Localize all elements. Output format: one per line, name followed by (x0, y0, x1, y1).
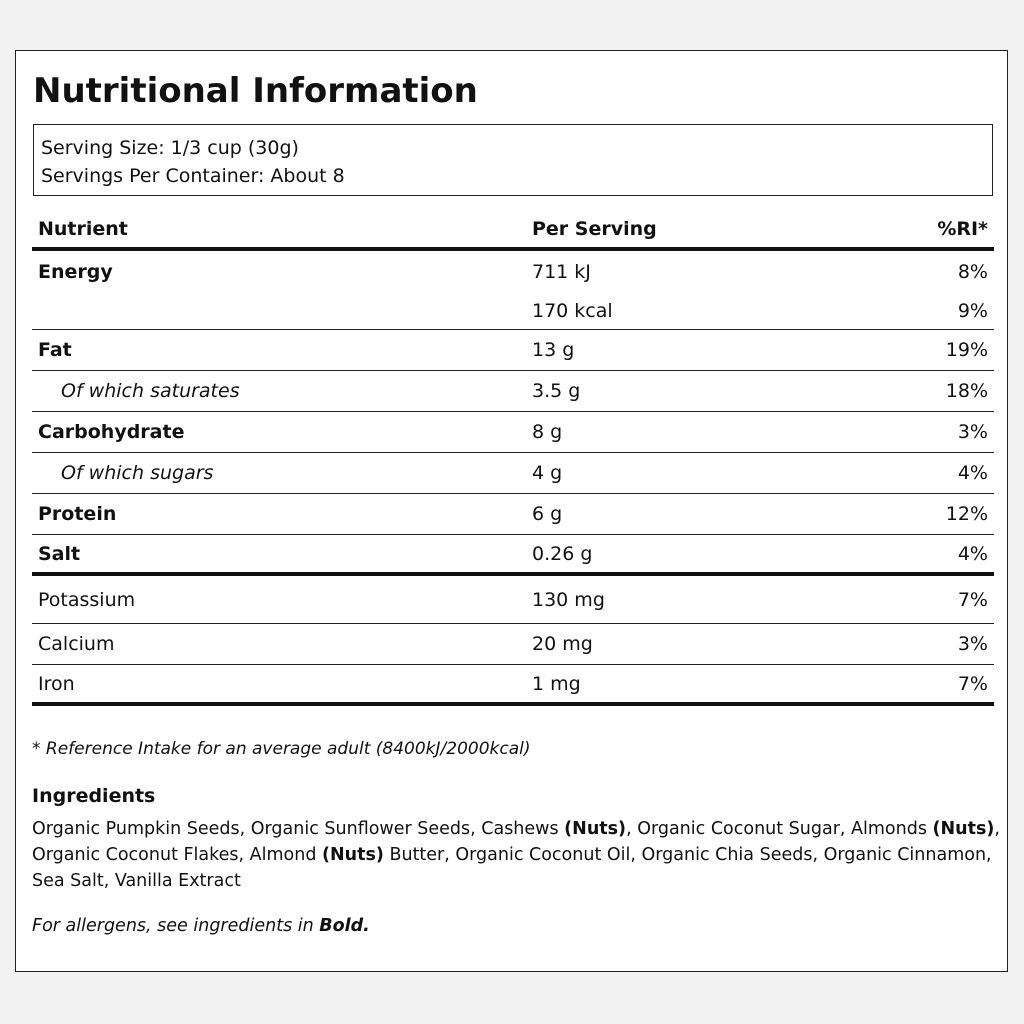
header-nutrient: Nutrient (38, 218, 128, 240)
nutrient-value: 1 mg (532, 672, 581, 695)
page-title: Nutritional Information (33, 71, 478, 111)
table-row-saturates (32, 371, 994, 412)
table-row-salt (32, 535, 994, 576)
nutrient-name: Iron (38, 672, 75, 695)
allergen-nuts: (Nuts) (564, 819, 627, 839)
ingredients-text: Butter, Organic Coconut Oil, Organic Chia Seeds, Organic Cinnamon, Sea Salt, Vanilla Extract (32, 845, 992, 891)
nutrient-name: Fat (38, 339, 72, 361)
table-row-iron (32, 665, 994, 706)
nutrient-name: Carbohydrate (38, 421, 185, 443)
table-row-carbohydrate (32, 412, 994, 453)
table-row-protein (32, 494, 994, 535)
nutrient-ri: 7% (957, 672, 988, 695)
nutrition-table (32, 211, 994, 706)
nutrient-value: 4 g (532, 462, 563, 484)
serving-size: Serving Size: 1/3 cup (30g) (41, 137, 299, 159)
allergen-note-text: For allergens, see ingredients in (32, 916, 320, 936)
ingredients-text: , Organic Coconut Flakes, Almond (32, 819, 1000, 865)
nutrient-value: 170 kcal (532, 300, 613, 322)
nutrient-ri: 7% (957, 588, 988, 611)
table-header-row (32, 211, 994, 251)
table-row-sugars (32, 453, 994, 494)
ingredients-text: Organic Pumpkin Seeds, Organic Sunflower Seeds, Cashews (32, 819, 565, 839)
table-row-energy-kcal (32, 293, 994, 330)
nutrient-name: Calcium (38, 633, 115, 655)
nutrient-value: 13 g (532, 339, 575, 361)
nutrient-name: Energy (38, 261, 113, 283)
nutrient-ri: 18% (945, 380, 988, 402)
nutrient-value: 130 mg (532, 588, 605, 611)
ingredients-text: , Organic Coconut Sugar, Almonds (626, 819, 933, 839)
table-row-fat (32, 330, 994, 371)
servings-per-container: Servings Per Container: About 8 (41, 165, 345, 187)
header-ri: %RI* (937, 218, 988, 240)
nutrient-ri: 9% (957, 300, 988, 322)
nutrient-name: Of which saturates (61, 380, 240, 402)
ingredients-title: Ingredients (32, 785, 156, 807)
nutrient-name: Salt (38, 542, 81, 565)
nutrient-value: 711 kJ (532, 261, 591, 283)
nutrient-name: Of which sugars (61, 462, 214, 484)
reference-intake-footnote: * Reference Intake for an average adult (8400kJ/2000kcal) (32, 739, 531, 759)
table-row-potassium (32, 576, 994, 624)
nutrient-ri: 19% (945, 339, 988, 361)
header-per-serving: Per Serving (532, 218, 657, 240)
nutrient-ri: 3% (957, 421, 988, 443)
nutrient-ri: 4% (957, 462, 988, 484)
nutrient-ri: 12% (945, 503, 988, 525)
nutrient-value: 20 mg (532, 633, 593, 655)
nutrient-name: Potassium (38, 588, 136, 611)
table-row-energy-kj (32, 251, 994, 293)
nutrient-ri: 3% (957, 633, 988, 655)
allergen-note (32, 916, 370, 936)
table-row-calcium (32, 624, 994, 665)
allergen-nuts: (Nuts) (932, 819, 995, 839)
allergen-nuts: (Nuts) (322, 845, 384, 865)
nutrient-value: 3.5 g (532, 380, 581, 402)
nutrient-ri: 4% (957, 542, 988, 565)
nutrient-value: 6 g (532, 503, 563, 525)
nutrient-ri: 8% (957, 261, 988, 283)
allergen-note-bold: Bold. (319, 916, 370, 936)
nutrient-value: 0.26 g (532, 542, 593, 565)
serving-info-box (33, 124, 993, 196)
nutrient-name: Protein (38, 503, 117, 525)
nutrient-value: 8 g (532, 421, 563, 443)
ingredients-list (32, 816, 1000, 894)
nutrition-label (15, 50, 1008, 972)
